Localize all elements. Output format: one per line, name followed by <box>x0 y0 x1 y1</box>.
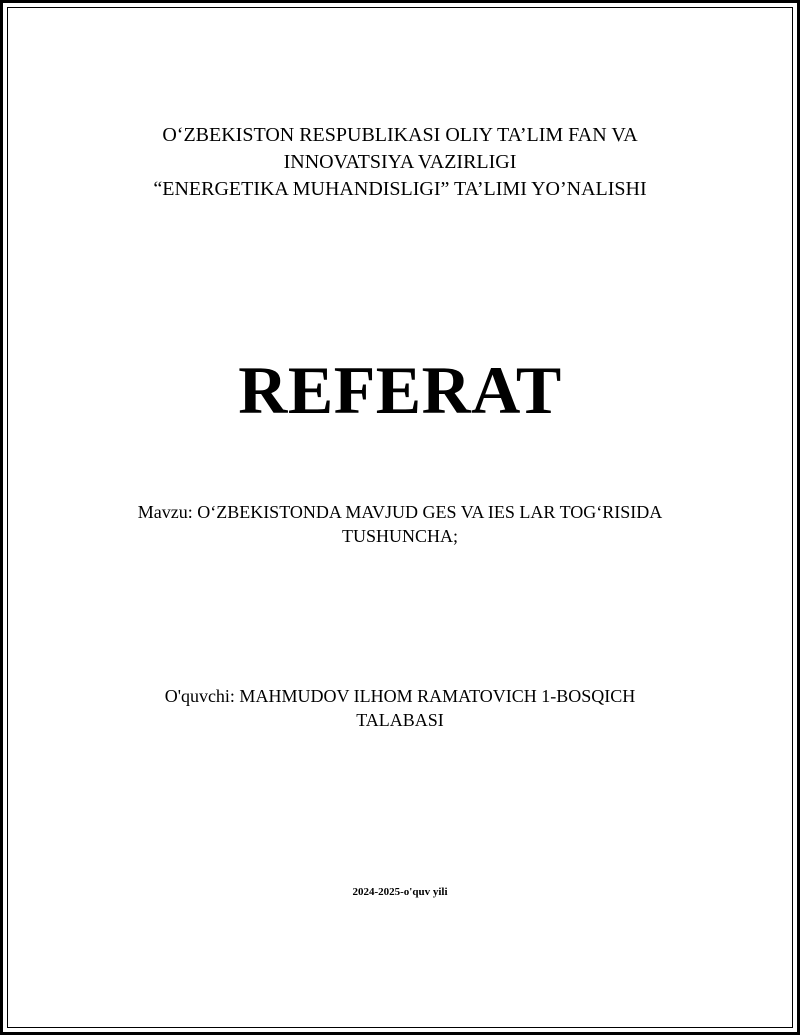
student-line-1: O'quvchi: MAHMUDOV ILHOM RAMATOVICH 1-BOSQICH <box>164 686 636 706</box>
header-line-2: INNOVATSIYA VAZIRLIGI <box>283 151 517 173</box>
topic-line-2: TUSHUNCHA; <box>341 526 458 546</box>
student-block <box>0 684 800 732</box>
header-line-3: “ENERGETIKA MUHANDISLIGI” TA’LIMI YO’NALISHI <box>153 178 647 200</box>
student-line-2: TALABASI <box>356 710 444 730</box>
document-title: REFERAT <box>238 352 562 428</box>
topic-line-1: Mavzu: O‘ZBEKISTONDA MAVJUD GES VA IES LAR TOG‘RISIDA <box>137 502 663 522</box>
academic-year: 2024-2025-o'quv yili <box>352 886 448 898</box>
header-line-1: O‘ZBEKISTON RESPUBLIKASI OLIY TA’LIM FAN VA <box>162 124 638 146</box>
topic-block <box>0 500 800 548</box>
ministry-header <box>0 122 800 203</box>
